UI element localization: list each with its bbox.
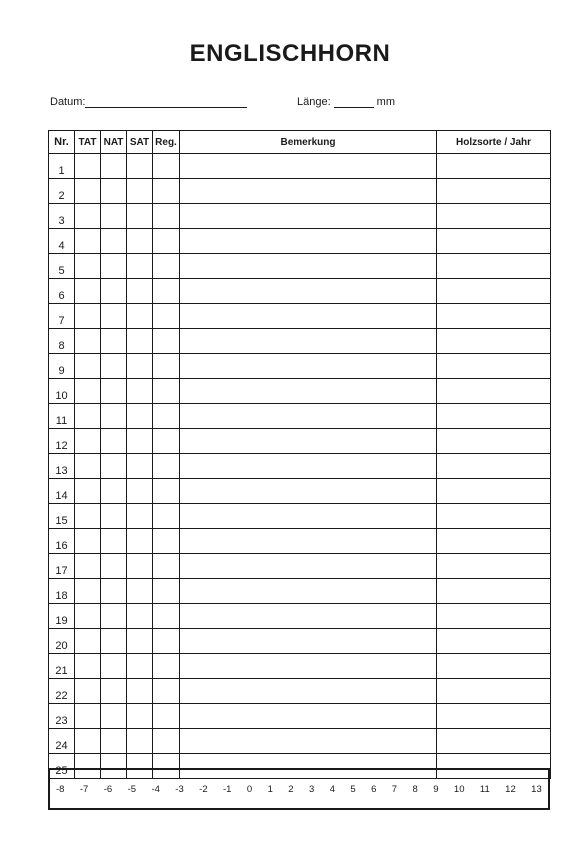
col-header-reg: Reg. — [153, 131, 180, 154]
cell-reg[interactable] — [153, 154, 180, 179]
scale-box — [48, 768, 550, 810]
cell-bemerkung[interactable] — [180, 379, 437, 404]
cell-holzsorte[interactable] — [437, 254, 551, 279]
cell-bemerkung[interactable] — [180, 554, 437, 579]
cell-reg[interactable] — [153, 554, 180, 579]
scale-value: 12 — [505, 784, 516, 795]
cell-nat[interactable] — [101, 379, 127, 404]
cell-bemerkung[interactable] — [180, 254, 437, 279]
table-row — [49, 229, 551, 254]
cell-reg[interactable] — [153, 329, 180, 354]
cell-holzsorte[interactable] — [437, 354, 551, 379]
cell-bemerkung[interactable] — [180, 529, 437, 554]
cell-nat[interactable] — [101, 529, 127, 554]
col-header-nr: Nr. — [49, 131, 75, 154]
cell-holzsorte[interactable] — [437, 554, 551, 579]
cell-holzsorte[interactable] — [437, 504, 551, 529]
cell-sat[interactable] — [127, 354, 153, 379]
scale-row — [56, 784, 542, 795]
cell-nat[interactable] — [101, 604, 127, 629]
table-row — [49, 554, 551, 579]
table-row — [49, 379, 551, 404]
cell-sat[interactable] — [127, 254, 153, 279]
cell-holzsorte[interactable] — [437, 329, 551, 354]
table-row — [49, 654, 551, 679]
cell-reg[interactable] — [153, 454, 180, 479]
cell-tat[interactable] — [75, 704, 101, 729]
cell-reg[interactable] — [153, 404, 180, 429]
cell-reg[interactable] — [153, 529, 180, 554]
cell-reg[interactable] — [153, 704, 180, 729]
cell-holzsorte[interactable] — [437, 579, 551, 604]
cell-tat[interactable] — [75, 154, 101, 179]
cell-tat[interactable] — [75, 529, 101, 554]
row-number: 22 — [49, 679, 75, 704]
cell-nat[interactable] — [101, 479, 127, 504]
cell-reg[interactable] — [153, 579, 180, 604]
cell-sat[interactable] — [127, 679, 153, 704]
cell-holzsorte[interactable] — [437, 604, 551, 629]
col-header-nat: NAT — [101, 131, 127, 154]
cell-bemerkung[interactable] — [180, 604, 437, 629]
cell-nat[interactable] — [101, 554, 127, 579]
cell-sat[interactable] — [127, 379, 153, 404]
cell-nat[interactable] — [101, 504, 127, 529]
cell-reg[interactable] — [153, 354, 180, 379]
row-number: 12 — [49, 429, 75, 454]
cell-tat[interactable] — [75, 229, 101, 254]
row-number: 19 — [49, 604, 75, 629]
row-number: 5 — [49, 254, 75, 279]
cell-sat[interactable] — [127, 479, 153, 504]
row-number: 10 — [49, 379, 75, 404]
cell-nat[interactable] — [101, 154, 127, 179]
scale-value: 0 — [246, 784, 253, 795]
cell-holzsorte[interactable] — [437, 404, 551, 429]
cell-tat[interactable] — [75, 204, 101, 229]
cell-nat[interactable] — [101, 729, 127, 754]
table-row — [49, 204, 551, 229]
cell-tat[interactable] — [75, 404, 101, 429]
scale-value: -6 — [103, 784, 113, 795]
cell-sat[interactable] — [127, 329, 153, 354]
cell-bemerkung[interactable] — [180, 429, 437, 454]
cell-bemerkung[interactable] — [180, 504, 437, 529]
cell-tat[interactable] — [75, 629, 101, 654]
scale-value: 1 — [267, 784, 273, 795]
cell-tat[interactable] — [75, 304, 101, 329]
cell-tat[interactable] — [75, 604, 101, 629]
cell-nat[interactable] — [101, 254, 127, 279]
scale-value: 8 — [412, 784, 418, 795]
cell-sat[interactable] — [127, 429, 153, 454]
table-row — [49, 629, 551, 654]
cell-bemerkung[interactable] — [180, 579, 437, 604]
table-row — [49, 354, 551, 379]
cell-bemerkung[interactable] — [180, 654, 437, 679]
row-number: 3 — [49, 204, 75, 229]
cell-reg[interactable] — [153, 279, 180, 304]
cell-sat[interactable] — [127, 704, 153, 729]
cell-tat[interactable] — [75, 729, 101, 754]
row-number: 25 — [49, 754, 75, 779]
cell-reg[interactable] — [153, 379, 180, 404]
cell-reg[interactable] — [153, 729, 180, 754]
cell-sat[interactable] — [127, 454, 153, 479]
table-row — [49, 179, 551, 204]
cell-bemerkung[interactable] — [180, 729, 437, 754]
cell-sat[interactable] — [127, 604, 153, 629]
cell-reg[interactable] — [153, 629, 180, 654]
row-number: 8 — [49, 329, 75, 354]
row-number: 7 — [49, 304, 75, 329]
table-header-row — [49, 131, 551, 154]
cell-nat[interactable] — [101, 704, 127, 729]
scale-value: 2 — [288, 784, 294, 795]
row-number: 17 — [49, 554, 75, 579]
row-number: 4 — [49, 229, 75, 254]
table-row — [49, 729, 551, 754]
cell-holzsorte[interactable] — [437, 704, 551, 729]
row-number: 24 — [49, 729, 75, 754]
scale-value: -7 — [79, 784, 89, 795]
cell-holzsorte[interactable] — [437, 179, 551, 204]
cell-nat[interactable] — [101, 304, 127, 329]
cell-reg[interactable] — [153, 254, 180, 279]
table-row — [49, 329, 551, 354]
scale-value: -2 — [199, 784, 208, 795]
cell-holzsorte[interactable] — [437, 654, 551, 679]
cell-sat[interactable] — [127, 554, 153, 579]
cell-bemerkung[interactable] — [180, 329, 437, 354]
row-number: 21 — [49, 654, 75, 679]
cell-holzsorte[interactable] — [437, 154, 551, 179]
datum-label: Datum: — [50, 96, 86, 108]
cell-nat[interactable] — [101, 454, 127, 479]
cell-nat[interactable] — [101, 679, 127, 704]
table-row — [49, 479, 551, 504]
col-header-bemerkung: Bemerkung — [180, 131, 437, 154]
cell-sat[interactable] — [127, 629, 153, 654]
cell-nat[interactable] — [101, 204, 127, 229]
cell-sat[interactable] — [127, 179, 153, 204]
scale-value: 11 — [479, 784, 490, 795]
cell-nat[interactable] — [101, 629, 127, 654]
row-number: 16 — [49, 529, 75, 554]
table-row — [49, 304, 551, 329]
log-table — [48, 130, 551, 779]
cell-reg[interactable] — [153, 229, 180, 254]
laenge-input-line[interactable] — [334, 96, 374, 108]
table-row — [49, 579, 551, 604]
cell-reg[interactable] — [153, 429, 180, 454]
cell-bemerkung[interactable] — [180, 179, 437, 204]
cell-bemerkung[interactable] — [180, 279, 437, 304]
scale-value: -4 — [151, 784, 160, 795]
cell-reg[interactable] — [153, 179, 180, 204]
cell-sat[interactable] — [127, 229, 153, 254]
cell-bemerkung[interactable] — [180, 629, 437, 654]
row-number: 20 — [49, 629, 75, 654]
scale-value: 4 — [329, 784, 335, 795]
cell-bemerkung[interactable] — [180, 304, 437, 329]
scale-value: -1 — [223, 784, 232, 795]
row-number: 11 — [49, 404, 75, 429]
col-header-tat: TAT — [75, 131, 101, 154]
cell-reg[interactable] — [153, 304, 180, 329]
cell-holzsorte[interactable] — [437, 429, 551, 454]
cell-nat[interactable] — [101, 329, 127, 354]
cell-holzsorte[interactable] — [437, 529, 551, 554]
col-header-holzsorte: Holzsorte / Jahr — [437, 131, 551, 154]
cell-bemerkung[interactable] — [180, 704, 437, 729]
cell-bemerkung[interactable] — [180, 679, 437, 704]
table-row — [49, 679, 551, 704]
table-row — [49, 504, 551, 529]
cell-nat[interactable] — [101, 579, 127, 604]
cell-bemerkung[interactable] — [180, 229, 437, 254]
laenge-unit: mm — [376, 96, 395, 108]
cell-holzsorte[interactable] — [437, 479, 551, 504]
cell-reg[interactable] — [153, 604, 180, 629]
cell-reg[interactable] — [153, 679, 180, 704]
cell-nat[interactable] — [101, 354, 127, 379]
cell-tat[interactable] — [75, 254, 101, 279]
scale-value: -5 — [127, 784, 137, 795]
cell-sat[interactable] — [127, 729, 153, 754]
scale-value: -8 — [56, 784, 65, 795]
cell-tat[interactable] — [75, 579, 101, 604]
col-header-sat: SAT — [127, 131, 153, 154]
laenge-field — [297, 96, 395, 108]
cell-tat[interactable] — [75, 554, 101, 579]
cell-reg[interactable] — [153, 204, 180, 229]
table-row — [49, 154, 551, 179]
cell-bemerkung[interactable] — [180, 479, 437, 504]
scale-value: 9 — [433, 784, 439, 795]
cell-sat[interactable] — [127, 579, 153, 604]
cell-tat[interactable] — [75, 654, 101, 679]
cell-holzsorte[interactable] — [437, 629, 551, 654]
table-row — [49, 529, 551, 554]
cell-tat[interactable] — [75, 329, 101, 354]
table-row — [49, 254, 551, 279]
scale-value: 6 — [371, 784, 377, 795]
cell-nat[interactable] — [101, 229, 127, 254]
row-number: 18 — [49, 579, 75, 604]
cell-tat[interactable] — [75, 429, 101, 454]
cell-sat[interactable] — [127, 204, 153, 229]
row-number: 2 — [49, 179, 75, 204]
cell-holzsorte[interactable] — [437, 379, 551, 404]
datum-input-line[interactable] — [85, 96, 247, 108]
cell-sat[interactable] — [127, 529, 153, 554]
scale-value: 10 — [453, 784, 465, 795]
cell-nat[interactable] — [101, 429, 127, 454]
cell-holzsorte[interactable] — [437, 454, 551, 479]
cell-tat[interactable] — [75, 504, 101, 529]
cell-bemerkung[interactable] — [180, 204, 437, 229]
scale-value: -3 — [175, 784, 184, 795]
cell-bemerkung[interactable] — [180, 454, 437, 479]
cell-bemerkung[interactable] — [180, 154, 437, 179]
row-number: 1 — [49, 154, 75, 179]
cell-tat[interactable] — [75, 379, 101, 404]
cell-tat[interactable] — [75, 679, 101, 704]
cell-holzsorte[interactable] — [437, 229, 551, 254]
cell-nat[interactable] — [101, 279, 127, 304]
cell-reg[interactable] — [153, 654, 180, 679]
cell-tat[interactable] — [75, 354, 101, 379]
page-title: ENGLISCHHORN — [189, 40, 391, 67]
table-row — [49, 704, 551, 729]
scale-value: 7 — [391, 784, 398, 795]
cell-holzsorte[interactable] — [437, 679, 551, 704]
cell-nat[interactable] — [101, 404, 127, 429]
cell-holzsorte[interactable] — [437, 279, 551, 304]
cell-tat[interactable] — [75, 454, 101, 479]
cell-tat[interactable] — [75, 279, 101, 304]
cell-sat[interactable] — [127, 154, 153, 179]
cell-bemerkung[interactable] — [180, 404, 437, 429]
scale-value: 5 — [350, 784, 356, 795]
scale-value: 3 — [308, 784, 315, 795]
row-number: 9 — [49, 354, 75, 379]
table-row — [49, 279, 551, 304]
table-row — [49, 454, 551, 479]
row-number: 14 — [49, 479, 75, 504]
table-body — [49, 154, 551, 779]
cell-holzsorte[interactable] — [437, 204, 551, 229]
table-row — [49, 604, 551, 629]
laenge-label: Länge: — [297, 96, 331, 108]
cell-nat[interactable] — [101, 179, 127, 204]
table-row — [49, 404, 551, 429]
cell-sat[interactable] — [127, 279, 153, 304]
cell-sat[interactable] — [127, 504, 153, 529]
cell-sat[interactable] — [127, 654, 153, 679]
cell-holzsorte[interactable] — [437, 729, 551, 754]
cell-sat[interactable] — [127, 404, 153, 429]
cell-reg[interactable] — [153, 504, 180, 529]
scale-value: 13 — [531, 784, 542, 795]
row-number: 13 — [49, 454, 75, 479]
row-number: 15 — [49, 504, 75, 529]
cell-holzsorte[interactable] — [437, 304, 551, 329]
row-number: 6 — [49, 279, 75, 304]
cell-reg[interactable] — [153, 479, 180, 504]
cell-bemerkung[interactable] — [180, 354, 437, 379]
datum-field — [50, 96, 247, 108]
table-row — [49, 429, 551, 454]
cell-sat[interactable] — [127, 304, 153, 329]
cell-nat[interactable] — [101, 654, 127, 679]
cell-tat[interactable] — [75, 179, 101, 204]
row-number: 23 — [49, 704, 75, 729]
cell-tat[interactable] — [75, 479, 101, 504]
